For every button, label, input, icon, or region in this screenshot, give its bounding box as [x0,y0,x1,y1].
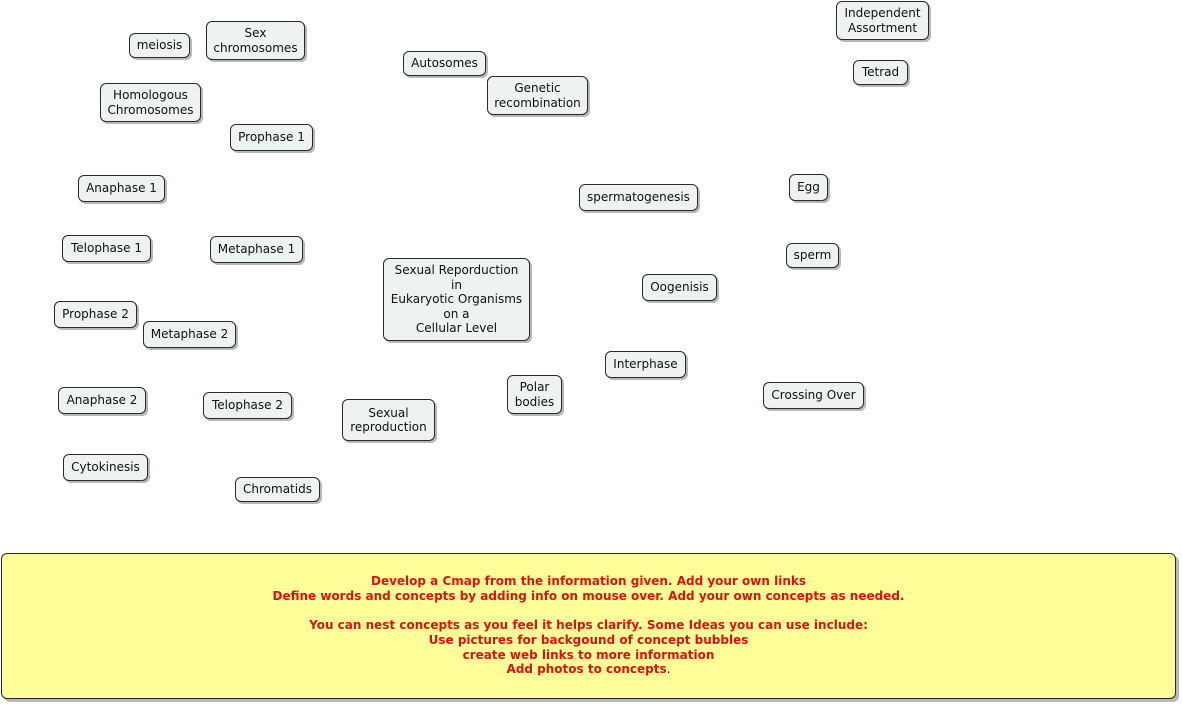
concept-prophase-1[interactable]: Prophase 1 [230,124,313,151]
note-line-4: You can nest concepts as you feel it helps clarify. Some Ideas you can use include: [309,618,868,633]
concept-telophase-2[interactable]: Telophase 2 [203,392,292,419]
note-blank-line [2,603,1175,618]
instructions-note[interactable] [1,553,1176,699]
concept-egg[interactable]: Egg [789,174,828,201]
note-line-7 [2,662,1175,677]
concept-telophase-1[interactable]: Telophase 1 [62,235,151,262]
concept-interphase[interactable]: Interphase [605,351,686,378]
concept-central-topic[interactable]: Sexual Reporduction in Eukaryotic Organisms on a Cellular Level [383,258,530,341]
concept-anaphase-1[interactable]: Anaphase 1 [78,175,165,202]
concept-polar-bodies[interactable]: Polar bodies [507,375,562,414]
concept-anaphase-2[interactable]: Anaphase 2 [58,387,146,414]
concept-cytokinesis[interactable]: Cytokinesis [63,454,148,481]
concept-homologous-chromosomes[interactable]: Homologous Chromosomes [100,83,201,122]
concept-autosomes[interactable]: Autosomes [403,51,486,76]
concept-sexual-reproduction[interactable]: Sexual reproduction [342,399,435,441]
concept-chromatids[interactable]: Chromatids [235,477,320,502]
concept-tetrad[interactable]: Tetrad [853,60,908,85]
concept-metaphase-2[interactable]: Metaphase 2 [143,321,236,348]
note-line-5: Use pictures for backgound of concept bubbles [428,632,749,647]
note-line-2: Define words and concepts by adding info on mouse over. Add your own concepts as needed. [272,588,905,603]
concept-meiosis[interactable]: meiosis [129,33,190,58]
concept-oogenisis[interactable]: Oogenisis [642,274,717,301]
concept-sperm[interactable]: sperm [786,243,839,268]
concept-prophase-2[interactable]: Prophase 2 [54,301,137,328]
note-line-1: Develop a Cmap from the information given. Add your own links [371,574,806,588]
concept-spermatogenesis[interactable]: spermatogenesis [579,184,698,211]
concept-independent-assortment[interactable]: Independent Assortment [836,1,929,40]
concept-genetic-recombination[interactable]: Genetic recombination [487,76,588,115]
note-line-7-text: Add photos to concepts [506,662,667,677]
concept-sex-chromosomes[interactable]: Sex chromosomes [206,21,305,60]
note-line-6: create web links to more information [462,647,715,662]
concept-metaphase-1[interactable]: Metaphase 1 [210,236,303,263]
concept-crossing-over[interactable]: Crossing Over [763,382,864,409]
note-line-7-period: . [666,662,671,677]
